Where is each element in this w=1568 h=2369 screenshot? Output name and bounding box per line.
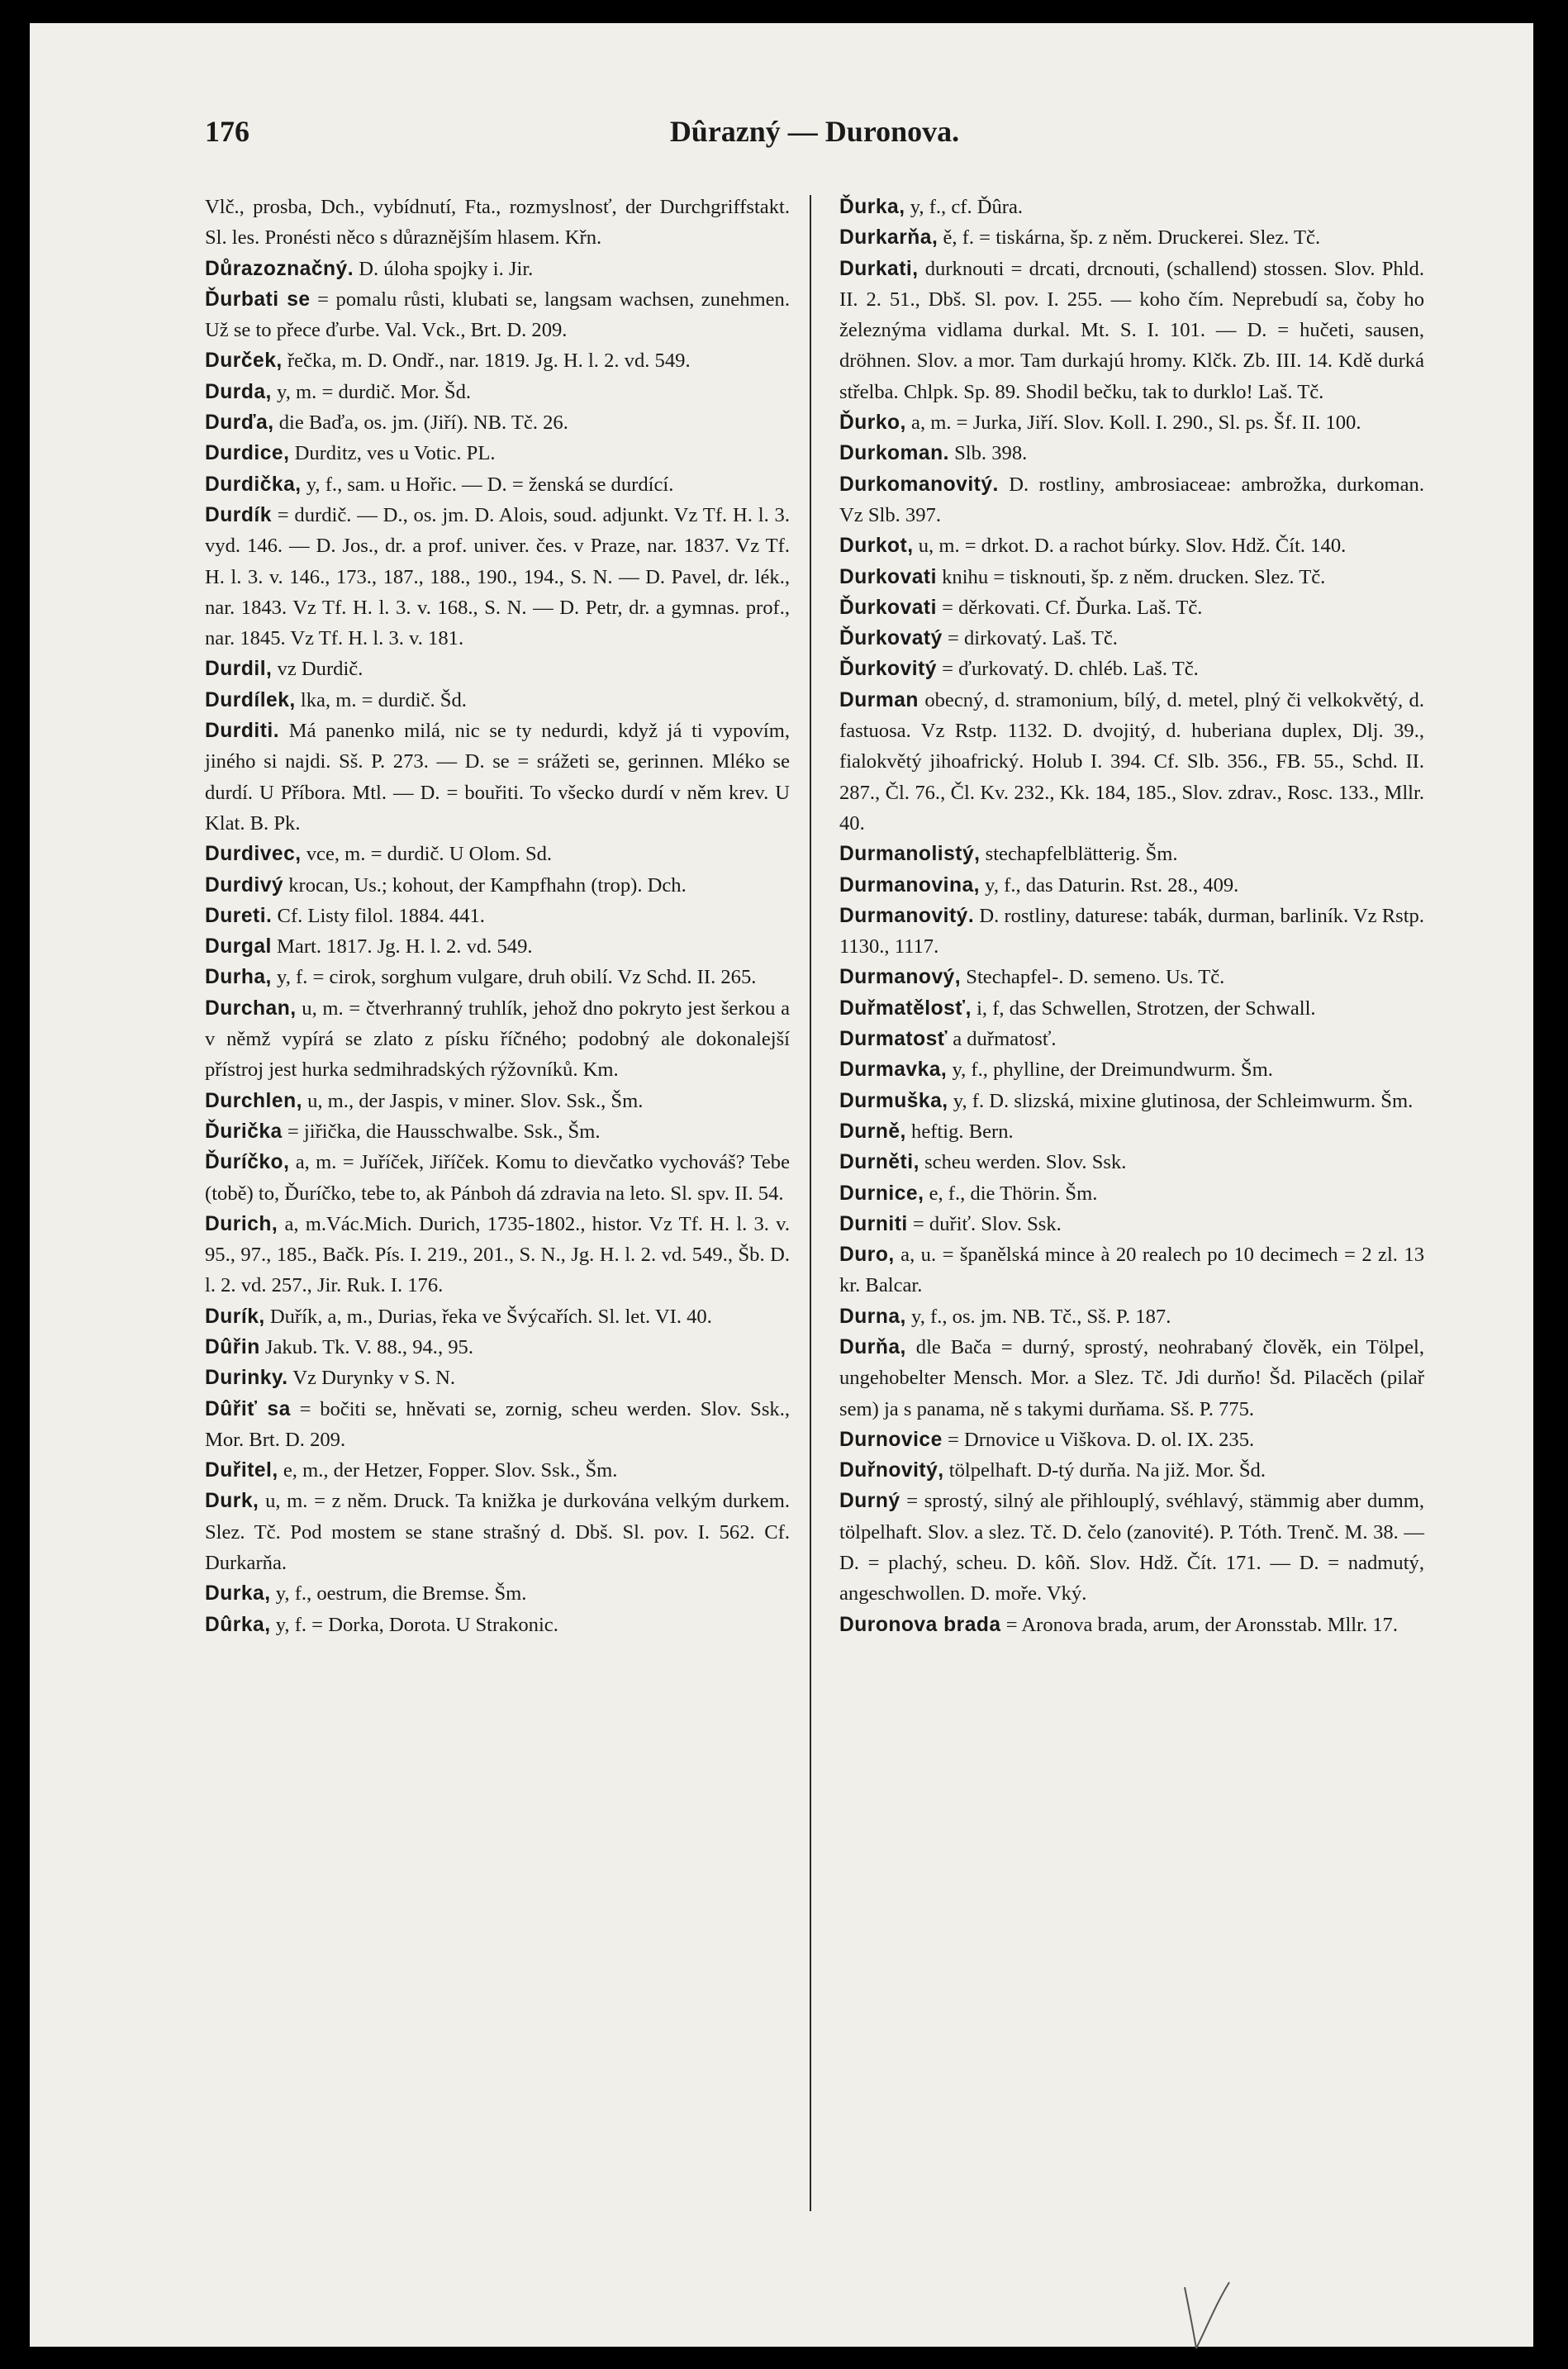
dictionary-entry bbox=[205, 254, 790, 284]
entry-text: y, f., oestrum, die Bremse. Šm. bbox=[275, 1582, 527, 1605]
dictionary-entry bbox=[205, 716, 790, 839]
dictionary-entry bbox=[205, 962, 790, 992]
entry-text: ě, f. = tiskárna, šp. z něm. Druckerei. Slez. Tč. bbox=[943, 226, 1321, 250]
dictionary-entry bbox=[839, 438, 1424, 469]
dictionary-entry bbox=[205, 1116, 790, 1147]
dictionary-entry bbox=[839, 222, 1424, 253]
dictionary-entry bbox=[205, 931, 790, 962]
entry-text: e, m., der Hetzer, Fopper. Slov. Ssk., Šm. bbox=[283, 1459, 618, 1482]
entry-headword: Durněti, bbox=[839, 1151, 919, 1174]
entry-text: krocan, Us.; kohout, der Kampfhahn (trop). Dch. bbox=[288, 873, 687, 897]
entry-headword: Ďurkovitý bbox=[839, 658, 937, 681]
dictionary-entry bbox=[839, 1054, 1424, 1085]
entry-headword: Duro, bbox=[839, 1244, 895, 1267]
dictionary-entry bbox=[839, 993, 1424, 1024]
entry-headword: Durkati, bbox=[839, 257, 919, 280]
entry-headword: Duřitel, bbox=[205, 1459, 278, 1482]
entry-text: = děrkovati. Cf. Ďurka. Laš. Tč. bbox=[942, 596, 1203, 619]
dictionary-entry bbox=[205, 901, 790, 931]
entry-headword: Durkomanovitý. bbox=[839, 473, 999, 496]
entry-headword: Ďurkovatý bbox=[839, 627, 943, 650]
running-title: Dûrazný — Duronova. bbox=[669, 115, 960, 148]
dictionary-entry bbox=[205, 1578, 790, 1609]
entry-headword: Durniti bbox=[839, 1212, 908, 1235]
entry-text: = Drnovice u Viškova. D. ol. IX. 235. bbox=[947, 1428, 1255, 1451]
dictionary-entry bbox=[839, 962, 1424, 992]
entry-headword: Durdice, bbox=[205, 442, 290, 465]
entry-text: Cf. Listy filol. 1884. 441. bbox=[277, 904, 485, 927]
entry-headword: Durk, bbox=[205, 1490, 259, 1513]
entry-headword: Durmatosť bbox=[839, 1028, 948, 1051]
dictionary-entry bbox=[205, 1086, 790, 1116]
entry-text: = ďurkovatý. D. chléb. Laš. Tč. bbox=[942, 658, 1199, 681]
dictionary-entry bbox=[839, 1147, 1424, 1177]
entry-headword: Durík, bbox=[205, 1305, 265, 1328]
entry-text: Duřík, a, m., Durias, řeka ve Švýcařích. Sl. let. VI. 40. bbox=[269, 1305, 712, 1328]
entry-headword: Durnovice bbox=[839, 1428, 943, 1451]
entry-headword: Ďurko, bbox=[839, 411, 906, 435]
entry-headword: Ďuríčko, bbox=[205, 1151, 290, 1174]
entry-text: y, f. = cirok, sorghum vulgare, druh obilí. Vz Schd. II. 265. bbox=[277, 966, 757, 989]
entry-text: vce, m. = durdič. U Olom. Sd. bbox=[306, 843, 553, 866]
entry-text: u, m., der Jaspis, v miner. Slov. Ssk., Šm. bbox=[307, 1089, 644, 1112]
entry-text: a duřmatosť. bbox=[953, 1028, 1057, 1051]
entry-headword: Durka, bbox=[205, 1582, 271, 1605]
entry-text: a, m.Vác.Mich. Durich, 1735-1802., histor. Vz Tf. H. l. 3. v. 95., 97., 185., Bačk. Pís. I. 219., 201., S. N., Jg. H. l. 2. vd. 549., Šb. D. l. 2. vd. 257., Jir. Ruk. I. 176. bbox=[205, 1212, 790, 1297]
dictionary-entry bbox=[205, 377, 790, 407]
dictionary-entry bbox=[839, 1024, 1424, 1054]
entry-text: Vlč., prosba, Dch., vybídnutí, Fta., rozmyslnosť, der Durchgriffstakt. Sl. les. Pronésti něco s důraznějším hlasem. Křn. bbox=[205, 196, 790, 250]
dictionary-entry bbox=[205, 1332, 790, 1363]
dictionary-entry bbox=[839, 1178, 1424, 1209]
entry-headword: Durnice, bbox=[839, 1182, 924, 1205]
dictionary-entry bbox=[839, 1425, 1424, 1455]
dictionary-entry bbox=[205, 1301, 790, 1332]
dictionary-entry bbox=[839, 530, 1424, 561]
dictionary-entry bbox=[839, 562, 1424, 592]
dictionary-entry bbox=[839, 839, 1424, 869]
entry-text: řečka, m. D. Ondř., nar. 1819. Jg. H. l. 2. vd. 549. bbox=[287, 350, 691, 373]
dictionary-entry bbox=[839, 870, 1424, 901]
entry-headword: Durmanový, bbox=[839, 966, 962, 989]
entry-headword: Durďa, bbox=[205, 411, 274, 435]
entry-text: D. úloha spojky i. Jir. bbox=[359, 257, 534, 280]
entry-headword: Durna, bbox=[839, 1305, 906, 1328]
entry-headword: Durdička, bbox=[205, 473, 302, 496]
entry-headword: Durinky. bbox=[205, 1367, 288, 1390]
entry-headword: Durkarňa, bbox=[839, 226, 938, 250]
entry-text: y, f., das Daturin. Rst. 28., 409. bbox=[985, 873, 1239, 897]
entry-headword: Dûřin bbox=[205, 1335, 260, 1358]
dictionary-entry bbox=[205, 407, 790, 438]
entry-headword: Durmanovina, bbox=[839, 873, 980, 897]
dictionary-entry bbox=[839, 1332, 1424, 1425]
entry-headword: Durha, bbox=[205, 966, 272, 989]
entry-text: Slb. 398. bbox=[954, 442, 1028, 465]
entry-headword: Duřmatělosť, bbox=[839, 997, 972, 1020]
entry-text: tölpelhaft. D-tý durňa. Na již. Mor. Šd. bbox=[948, 1459, 1266, 1482]
dictionary-entry bbox=[205, 1455, 790, 1486]
entry-text: = dirkovatý. Laš. Tč. bbox=[947, 627, 1118, 650]
entry-text: Mart. 1817. Jg. H. l. 2. vd. 549. bbox=[277, 935, 533, 959]
dictionary-entry bbox=[205, 469, 790, 500]
dictionary-entry bbox=[205, 1147, 790, 1209]
entry-text: D. rostliny, daturese: tabák, durman, barliník. Vz Rstp. 1130., 1117. bbox=[839, 904, 1424, 959]
entry-headword: Durgal bbox=[205, 935, 272, 959]
entry-text: y, m. = durdič. Mor. Šd. bbox=[277, 380, 472, 403]
entry-text: y, f., os. jm. NB. Tč., Sš. P. 187. bbox=[911, 1305, 1171, 1328]
column-divider bbox=[810, 195, 811, 2211]
dictionary-entry bbox=[839, 1301, 1424, 1332]
entry-headword: Durda, bbox=[205, 380, 272, 403]
dictionary-entry bbox=[205, 438, 790, 469]
entry-text: u, m. = čtverhranný truhlík, jehož dno pokryto jest šerkou a v němž vypírá se zlato z písku říčného; podobný ale dokonalejší přístroj jest hurka sedmihradských rýžovníků. Km. bbox=[205, 997, 790, 1082]
entry-text: e, f., die Thörin. Šm. bbox=[929, 1182, 1098, 1205]
dictionary-entry bbox=[839, 592, 1424, 623]
entry-headword: Dûrka, bbox=[205, 1613, 271, 1636]
handwritten-mark-icon bbox=[1178, 2279, 1236, 2353]
dictionary-entry bbox=[839, 1455, 1424, 1486]
entry-text: Stechapfel-. D. semeno. Us. Tč. bbox=[966, 966, 1225, 989]
entry-text: heftig. Bern. bbox=[911, 1120, 1014, 1143]
entry-headword: Dureti. bbox=[205, 904, 273, 927]
entry-text: u, m. = z něm. Druck. Ta knižka je durkována velkým durkem. Slez. Tč. Pod mostem se stane strašný d. Dbš. Sl. pov. I. 562. Cf. Durkarňa. bbox=[205, 1490, 791, 1575]
dictionary-entry bbox=[205, 1486, 790, 1578]
entry-headword: Durich, bbox=[205, 1212, 278, 1235]
entry-headword: Durdík bbox=[205, 503, 272, 526]
left-column bbox=[205, 192, 790, 1640]
dictionary-entry bbox=[839, 1486, 1424, 1609]
entry-headword: Ďurička bbox=[205, 1120, 283, 1143]
dictionary-entry bbox=[205, 685, 790, 716]
entry-headword: Duřnovitý, bbox=[839, 1459, 944, 1482]
entry-text: i, f, das Schwellen, Strotzen, der Schwall. bbox=[976, 997, 1316, 1020]
dictionary-entry bbox=[205, 1363, 790, 1393]
entry-headword: Durdivec, bbox=[205, 843, 302, 866]
entry-headword: Durček, bbox=[205, 350, 283, 373]
entry-text: y, f. = Dorka, Dorota. U Strakonic. bbox=[275, 1613, 558, 1636]
dictionary-entry bbox=[205, 1610, 790, 1640]
entry-text: Jakub. Tk. V. 88., 94., 95. bbox=[264, 1335, 473, 1358]
entry-headword: Důrazoznačný. bbox=[205, 257, 354, 280]
entry-text: stechapfelblätterig. Šm. bbox=[985, 843, 1178, 866]
entry-headword: Durchlen, bbox=[205, 1089, 302, 1112]
dictionary-entry bbox=[839, 407, 1424, 438]
entry-text: obecný, d. stramonium, bílý, d. metel, plný či velkokvětý, d. fastuosa. Vz Rstp. 1132. D. dvojitý, d. huberiana duplex, Dlj. 39., fialokvětý jihoafrický. Holub I. 394. Cf. Slb. 356., FB. 55., Schd. II. 287., Čl. 76., Čl. Kv. 232., Kk. 184, 185., Slov. zdrav., Rosc. 133., Mllr. 40. bbox=[839, 688, 1424, 835]
entry-text: y, f., sam. u Hořic. — D. = ženská se durdící. bbox=[306, 473, 674, 496]
dictionary-entry bbox=[839, 469, 1424, 531]
dictionary-entry bbox=[205, 1394, 790, 1456]
entry-text: scheu werden. Slov. Ssk. bbox=[924, 1151, 1127, 1174]
dictionary-entry bbox=[205, 839, 790, 869]
entry-headword: Durmuška, bbox=[839, 1089, 948, 1112]
entry-text: = bočiti se, hněvati se, zornig, scheu werden. Slov. Ssk., Mor. Brt. D. 209. bbox=[205, 1397, 790, 1451]
dictionary-entry bbox=[839, 685, 1424, 839]
entry-text: y, f., phylline, der Dreimundwurm. Šm. bbox=[952, 1058, 1273, 1082]
entry-headword: Durman bbox=[839, 688, 919, 711]
entry-headword: Durně, bbox=[839, 1120, 906, 1143]
entry-headword: Durdil, bbox=[205, 658, 273, 681]
entry-text: u, m. = drkot. D. a rachot búrky. Slov. Hdž. Čít. 140. bbox=[918, 535, 1347, 558]
dictionary-entry bbox=[839, 1086, 1424, 1116]
entry-headword: Ďurka, bbox=[839, 196, 905, 218]
entry-headword: Durdivý bbox=[205, 873, 284, 897]
entry-text: lka, m. = durdič. Šd. bbox=[300, 688, 467, 711]
entry-headword: Durňa, bbox=[839, 1335, 906, 1358]
entry-headword: Durkovati bbox=[839, 565, 937, 588]
dictionary-entry bbox=[839, 1239, 1424, 1301]
dictionary-entry bbox=[205, 500, 790, 654]
dictionary-entry bbox=[839, 192, 1424, 222]
dictionary-entry bbox=[839, 1209, 1424, 1239]
entry-text: y, f. D. slizská, mixine glutinosa, der Schleimwurm. Šm. bbox=[953, 1089, 1414, 1112]
entry-text: = jiřička, die Hausschwalbe. Ssk., Šm. bbox=[287, 1120, 601, 1143]
entry-text: Durditz, ves u Votic. PL. bbox=[294, 442, 496, 465]
entry-text: y, f., cf. Ďûra. bbox=[910, 196, 1024, 218]
entry-headword: Ďurkovati bbox=[839, 596, 937, 619]
entry-headword: Durchan, bbox=[205, 997, 297, 1020]
entry-text: a, u. = španělská mince à 20 realech po 10 decimech = 2 zl. 13 kr. Balcar. bbox=[839, 1244, 1424, 1297]
entry-headword: Durkot, bbox=[839, 535, 914, 558]
dictionary-entry bbox=[205, 284, 790, 346]
entry-headword: Durný bbox=[839, 1490, 900, 1513]
dictionary-entry bbox=[205, 654, 790, 684]
right-column bbox=[839, 192, 1424, 1640]
entry-text: Vz Durynky v S. N. bbox=[292, 1367, 456, 1390]
entry-text: dle Bača = durný, sprostý, neohrabaný člověk, ein Tölpel, ungehobelter Mensch. Mor. a Slez. Tč. Jdi durňo! Šd. Pilacěch (pilař sem) ja s panama, ně s takymi durňama. Sš. P. 775. bbox=[839, 1335, 1424, 1420]
entry-headword: Durmavka, bbox=[839, 1058, 948, 1082]
entry-text: = sprostý, silný ale přihlouplý, svéhlavý, stämmig aber dumm, tölpelhaft. Slov. a slez. Tč. D. čelo (zanovité). P. Tóth. Trenč. M. 38. — D. = plachý, scheu. D. kôň. Slov. Hdž. Čít. 171. — D. = nadmutý, angeschwollen. D. moře. Vký. bbox=[839, 1490, 1424, 1605]
entry-text: = duřiť. Slov. Ssk. bbox=[912, 1212, 1062, 1235]
dictionary-entry bbox=[839, 1610, 1424, 1640]
entry-text: a, m. = Juříček, Jiříček. Komu to dievčatko vychováš? Tebe (tobě) to, Ďuríčko, tebe to, ak Pánboh dá zdravia na leto. Sl. spv. II. 54. bbox=[205, 1151, 790, 1205]
entry-text: vz Durdič. bbox=[277, 658, 363, 681]
entry-text: Má panenko milá, nic se ty nedurdi, když já ti vypovím, jiného si najdi. Sš. P. 273. — D. se = srážeti se, gerinnen. Mléko se durdí. U Příbora. Mtl. — D. = bouřiti. To všecko durdí v něm krev. U Klat. B. Pk. bbox=[205, 720, 790, 835]
entry-text: knihu = tisknouti, šp. z něm. drucken. Slez. Tč. bbox=[942, 565, 1326, 588]
page-number: 176 bbox=[205, 115, 249, 148]
entry-text: a, m. = Jurka, Jiří. Slov. Koll. I. 290., Sl. ps. Šf. II. 100. bbox=[911, 411, 1361, 435]
entry-text: = pomalu růsti, klubati se, langsam wachsen, zunehmen. Už se to přece ďurbe. Val. Vck., Brt. D. 209. bbox=[205, 288, 790, 342]
entry-headword: Durkoman. bbox=[839, 442, 949, 465]
dictionary-entry bbox=[839, 623, 1424, 654]
dictionary-page bbox=[30, 23, 1533, 2347]
dictionary-entry bbox=[839, 901, 1424, 963]
entry-text: durknouti = drcati, drcnouti, (schallend) stossen. Slov. Phld. II. 2. 51., Dbš. Sl. pov. I. 255. — koho čím. Neprebudí sa, čoby ho železnýma vidlama durkal. Mt. S. I. 101. — D. = hučeti, sausen, dröhnen. Slov. a mor. Tam durkajú hromy. Klčk. Zb. III. 14. Kdě durká střelba. Chlpk. Sp. 89. Shodil bečku, tak to durklo! Laš. Tč. bbox=[839, 257, 1424, 403]
entry-text: D. rostliny, ambrosiaceae: ambrožka, durkoman. Vz Slb. 397. bbox=[839, 473, 1424, 526]
entry-text: = durdič. — D., os. jm. D. Alois, soud. adjunkt. Vz Tf. H. l. 3. vyd. 146. — D. Jos., dr. a prof. univer. čes. v Praze, nar. 1837. Vz Tf. H. l. 3. v. 146., 173., 187., 188., 190., 194., S. N. — D. Pavel, dr. lék., nar. 1843. Vz Tf. H. l. 3. v. 168., S. N. — D. Petr, dr. a gymnas. prof., nar. 1845. Vz Tf. H. l. 3. v. 181. bbox=[205, 503, 790, 650]
entry-headword: Duronova brada bbox=[839, 1613, 1001, 1636]
dictionary-entry bbox=[205, 1209, 790, 1301]
dictionary-entry bbox=[839, 654, 1424, 684]
dictionary-entry bbox=[205, 993, 790, 1086]
dictionary-entry bbox=[205, 192, 790, 254]
dictionary-entry bbox=[839, 254, 1424, 407]
entry-text: = Aronova brada, arum, der Aronsstab. Mllr. 17. bbox=[1005, 1613, 1398, 1636]
page-header bbox=[205, 99, 1424, 149]
entry-headword: Durdílek, bbox=[205, 688, 296, 711]
entry-headword: Durmanolistý, bbox=[839, 843, 981, 866]
entry-headword: Durditi. bbox=[205, 720, 280, 743]
dictionary-entry bbox=[205, 345, 790, 376]
entry-headword: Dûřiť sa bbox=[205, 1397, 291, 1420]
entry-headword: Ďurbati se bbox=[205, 288, 311, 311]
dictionary-entry bbox=[839, 1116, 1424, 1147]
dictionary-entry bbox=[205, 870, 790, 901]
entry-text: die Baďa, os. jm. (Jiří). NB. Tč. 26. bbox=[278, 411, 568, 435]
entry-headword: Durmanovitý. bbox=[839, 904, 975, 927]
